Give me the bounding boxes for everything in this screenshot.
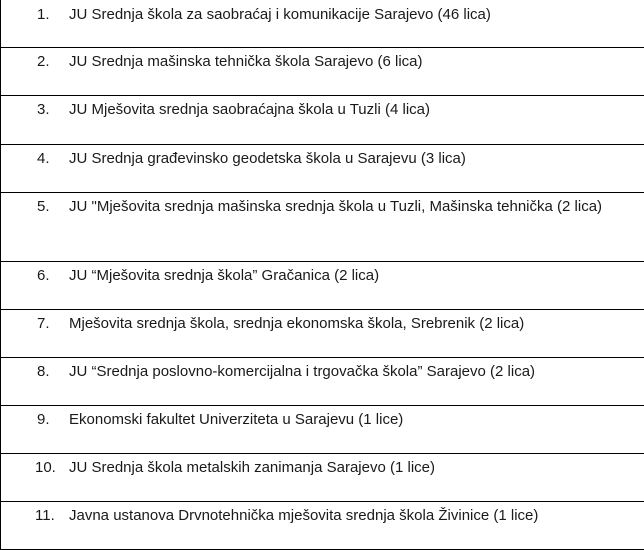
item-text: JU Srednja građevinsko geodetska škola u Sarajevu (3 lica) bbox=[69, 150, 466, 167]
table-row bbox=[1, 357, 644, 405]
item-number: 3. bbox=[37, 99, 50, 121]
item-text: JU Mješovita srednja saobraćajna škola u Tuzli (4 lica) bbox=[69, 101, 430, 118]
table-row bbox=[1, 0, 644, 47]
item-number: 4. bbox=[37, 148, 50, 170]
item-number: 11. bbox=[35, 505, 55, 527]
table-row bbox=[1, 192, 644, 261]
table-cell bbox=[1, 47, 644, 95]
table-row bbox=[1, 405, 644, 453]
table-cell bbox=[1, 357, 644, 405]
item-number: 7. bbox=[37, 313, 50, 335]
item-text: Mješovita srednja škola, srednja ekonomska škola, Srebrenik (2 lica) bbox=[69, 315, 524, 332]
table-cell bbox=[1, 95, 644, 144]
table-cell bbox=[1, 501, 644, 549]
table-cell bbox=[1, 144, 644, 192]
table-row bbox=[1, 144, 644, 192]
item-number: 1. bbox=[37, 4, 50, 26]
table-cell bbox=[1, 309, 644, 357]
table-row bbox=[1, 261, 644, 309]
item-text: JU Srednja škola za saobraćaj i komunikacije Sarajevo (46 lica) bbox=[69, 6, 491, 23]
item-text: Ekonomski fakultet Univerziteta u Sarajevu (1 lice) bbox=[69, 411, 403, 428]
table-row bbox=[1, 453, 644, 501]
table-cell bbox=[1, 261, 644, 309]
item-text: JU Srednja škola metalskih zanimanja Sarajevo (1 lice) bbox=[69, 459, 435, 476]
table-cell bbox=[1, 192, 644, 261]
item-text: JU “Srednja poslovno-komercijalna i trgovačka škola” Sarajevo (2 lica) bbox=[69, 363, 535, 380]
table-cell bbox=[1, 453, 644, 501]
item-text: JU "Mješovita srednja mašinska srednja škola u Tuzli, Mašinska tehnička (2 lica) bbox=[69, 198, 602, 215]
table-row bbox=[1, 95, 644, 144]
table-row bbox=[1, 47, 644, 95]
item-number: 10. bbox=[35, 457, 56, 479]
item-number: 5. bbox=[37, 196, 50, 218]
item-text: Javna ustanova Drvnotehnička mješovita srednja škola Živinice (1 lice) bbox=[69, 507, 538, 524]
item-number: 9. bbox=[37, 409, 50, 431]
item-number: 8. bbox=[37, 361, 50, 383]
table-cell bbox=[1, 0, 644, 47]
item-number: 6. bbox=[37, 265, 50, 287]
item-text: JU “Mješovita srednja škola” Gračanica (2 lica) bbox=[69, 267, 379, 284]
table-row bbox=[1, 309, 644, 357]
item-text: JU Srednja mašinska tehnička škola Sarajevo (6 lica) bbox=[69, 53, 423, 70]
table-row bbox=[1, 501, 644, 549]
table-cell bbox=[1, 405, 644, 453]
item-number: 2. bbox=[37, 51, 50, 73]
